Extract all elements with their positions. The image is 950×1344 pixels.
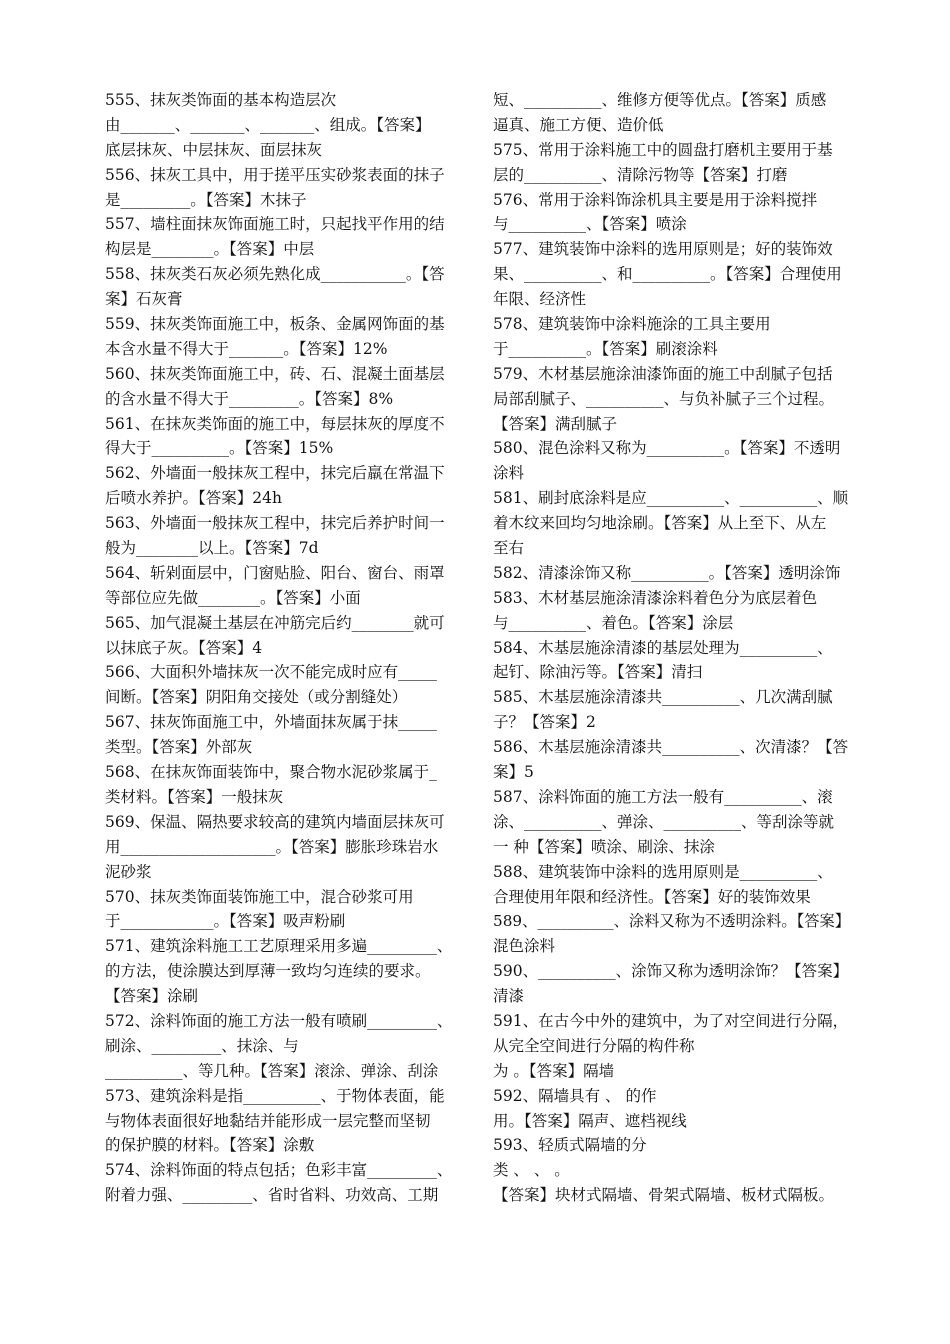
right-text-column	[493, 88, 849, 1208]
text-line: 【答案】涂刷	[105, 987, 199, 1006]
text-line: 的含水量不得大于_________。【答案】8%	[105, 389, 394, 408]
text-line: 用____________________。【答案】膨胀珍珠岩水	[105, 837, 439, 856]
text-line: 至右	[493, 539, 525, 558]
text-line: 由_______、_______、_______、组成。【答案】	[105, 115, 431, 134]
text-line: 593、轻质式隔墙的分	[493, 1136, 647, 1155]
text-line: 的保护膜的材料。【答案】涂敷	[105, 1136, 315, 1155]
text-line: 年限、经济性	[493, 290, 587, 309]
text-line: 588、建筑装饰中涂料的选用原则是__________、	[493, 862, 833, 881]
text-line: 557、墙柱面抹灰饰面施工时，只起找平作用的结	[105, 215, 445, 234]
text-line: 590、__________、涂饰又称为透明涂饰？【答案】	[493, 962, 849, 981]
text-line: __________、等几种。【答案】滚涂、弹涂、刮涂	[105, 1061, 439, 1080]
text-line: 567、抹灰饰面施工中，外墙面抹灰属于抹_____	[105, 713, 437, 732]
text-line: 涂、__________、弹涂、__________、等刮涂等就	[493, 812, 835, 831]
text-line: 563、外墙面一般抹灰工程中，抹完后养护时间一	[105, 514, 445, 533]
text-line: 是_________。【答案】木抹子	[105, 190, 307, 209]
text-line: 556、抹灰工具中，用于搓平压实砂浆表面的抹子	[105, 165, 445, 184]
text-line: 579、木材基层施涂油漆饰面的施工中刮腻子包括	[493, 364, 833, 383]
text-line: 构层是________。【答案】中层	[105, 240, 315, 259]
text-line: 580、混色涂料又称为__________。【答案】不透明	[493, 439, 841, 458]
text-line: 短、__________、维修方便等优点。【答案】质感	[493, 91, 827, 109]
text-line: 混色涂料	[493, 937, 556, 956]
text-line: 得大于__________。【答案】15%	[105, 439, 334, 458]
text-line: 582、清漆涂饰又称__________。【答案】透明涂饰	[493, 563, 841, 582]
text-line: 与物体表面很好地黏结并能形成一层完整而坚韧	[105, 1111, 431, 1130]
text-line: 573、建筑涂料是指__________、于物体表面，能	[105, 1086, 445, 1105]
text-line: 586、木基层施涂清漆共__________、次清漆？【答	[493, 738, 849, 757]
text-line: 清漆	[493, 987, 525, 1006]
text-line: 564、斩剁面层中，门窗贴脸、阳台、窗台、雨罩	[105, 563, 445, 582]
text-line: 562、外墙面一般抹灰工程中，抹完后羸在常温下	[105, 464, 445, 483]
text-line: 584、木基层施涂清漆的基层处理为__________、	[493, 638, 833, 657]
text-line: 574、涂料饰面的特点包括；色彩丰富_________、	[105, 1161, 453, 1180]
text-line: 566、大面积外墙抹灰一次不能完成时应有_____	[105, 663, 437, 682]
text-line: 于____________。【答案】吸声粉刷	[105, 912, 346, 931]
text-line: 为 。【答案】隔墙	[493, 1061, 615, 1080]
text-line: 561、在抹灰类饰面的施工中，每层抹灰的厚度不	[105, 414, 445, 433]
text-line: 合理使用年限和经济性。【答案】好的装饰效果	[493, 887, 811, 906]
text-line: 560、抹灰类饰面施工中，砖、石、混凝土面基层	[105, 364, 445, 383]
text-line: 【答案】块材式隔墙、骨架式隔墙、板材式隔板。	[493, 1186, 835, 1205]
text-line: 般为________以上。【答案】7d	[105, 539, 319, 558]
text-line: 578、建筑装饰中涂料施涂的工具主要用	[493, 315, 771, 334]
text-line: 一 种【答案】喷涂、刷涂、抹涂	[493, 837, 715, 856]
text-line: 581、刷封底涂料是应__________、__________、顺	[493, 489, 849, 508]
text-line: 559、抹灰类饰面施工中，板条、金属网饰面的基	[105, 315, 445, 334]
text-line: 果、__________、和__________。【答案】合理使用	[493, 265, 842, 284]
text-line: 类型。【答案】外部灰	[105, 738, 253, 757]
text-line: 于__________。【答案】刷滚涂料	[493, 339, 718, 358]
text-line: 与__________、着色。【答案】涂层	[493, 613, 734, 632]
text-line: 558、抹灰类石灰必须先熟化成___________。【答	[105, 265, 445, 284]
text-line: 572、涂料饰面的施工方法一般有喷刷_________、	[105, 1011, 453, 1030]
text-line: 587、涂料饰面的施工方法一般有__________、滚	[493, 787, 833, 806]
text-line: 570、抹灰类饰面装饰施工中，混合砂浆可用	[105, 887, 414, 906]
text-line: 592、隔墙具有 、 的作	[493, 1086, 657, 1105]
text-line: 从完全空间进行分隔的构件称	[493, 1036, 695, 1055]
text-line: 591、在古今中外的建筑中，为了对空间进行分隔，	[493, 1011, 849, 1030]
text-line: 555、抹灰类饰面的基本构造层次	[105, 91, 337, 109]
text-line: 569、保温、隔热要求较高的建筑内墙面层抹灰可	[105, 812, 445, 831]
text-line: 起钉、除油污等。【答案】清扫	[493, 663, 703, 682]
text-line: 案】5	[493, 763, 534, 782]
text-line: 等部位应先做________。【答案】小面	[105, 588, 361, 607]
text-line: 局部刮腻子、__________、与负补腻子三个过程。	[493, 389, 835, 408]
text-line: 【答案】满刮腻子	[493, 414, 618, 433]
text-line: 用。【答案】隔声、遮档视线	[493, 1111, 687, 1130]
text-line: 类 、 、 。	[493, 1161, 570, 1180]
text-line: 575、常用于涂料施工中的圆盘打磨机主要用于基	[493, 140, 833, 159]
text-line: 577、建筑装饰中涂料的选用原则是；好的装饰效	[493, 240, 833, 259]
text-line: 后喷水养护。【答案】24h	[105, 489, 282, 508]
text-line: 589、__________、涂料又称为不透明涂料。【答案】	[493, 912, 850, 931]
text-line: 576、常用于涂料饰涂机具主要是用于涂料搅拌	[493, 190, 818, 209]
text-line: 以抹底子灰。【答案】4	[105, 638, 263, 657]
left-text-column	[105, 88, 461, 1208]
text-line: 案】石灰膏	[105, 290, 183, 309]
text-line: 568、在抹灰饰面装饰中，聚合物水泥砂浆属于_	[105, 763, 437, 782]
text-line: 子？【答案】2	[493, 713, 596, 732]
text-line: 层的__________、清除污物等【答案】打磨	[493, 165, 788, 184]
text-line: 585、木基层施涂清漆共__________、几次满刮腻	[493, 688, 833, 707]
text-line: 刷涂、_________、抹涂、与	[105, 1036, 299, 1055]
text-line: 底层抹灰、中层抹灰、面层抹灰	[105, 140, 323, 159]
text-line: 附着力强、_________、省时省料、功效高、工期	[105, 1186, 439, 1205]
text-line: 涂料	[493, 464, 525, 483]
text-line: 与__________、【答案】喷涂	[493, 215, 687, 234]
text-line: 间断。【答案】阴阳角交接处（或分割缝处）	[105, 688, 408, 707]
text-line: 泥砂浆	[105, 862, 152, 881]
text-line: 571、建筑涂料施工工艺原理采用多遍_________、	[105, 937, 453, 956]
text-line: 本含水量不得大于_______。【答案】12%	[105, 339, 388, 358]
text-line: 逼真、施工方便、造价低	[493, 115, 664, 134]
text-line: 583、木材基层施涂清漆涂料着色分为底层着色	[493, 588, 818, 607]
text-line: 类材料。【答案】一般抹灰	[105, 787, 284, 806]
text-line: 的方法，使涂膜达到厚薄一致均匀连续的要求。	[105, 962, 431, 981]
text-line: 着木纹来回均匀地涂刷。【答案】从上至下、从左	[493, 514, 827, 533]
text-line: 565、加气混凝土基层在冲筋完后约________就可	[105, 613, 445, 632]
